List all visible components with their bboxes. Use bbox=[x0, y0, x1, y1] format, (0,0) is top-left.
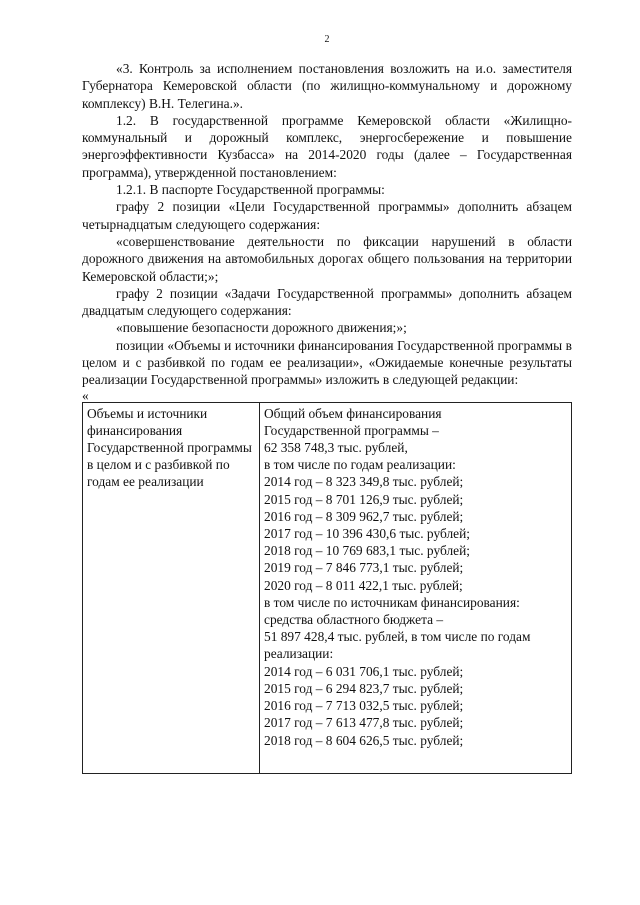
table-line: 2020 год – 8 011 422,1 тыс. рублей; bbox=[264, 577, 463, 593]
paragraph-financing-positions: позиции «Объемы и источники финансирования Государственной программы в целом и с разбивкой по годам ее реализации», «Ожидаемые конечные результаты реализации Государственной программы» изложить в следующей редакции: bbox=[82, 337, 572, 388]
opening-quote-mark: « bbox=[82, 387, 89, 403]
table-line: 2017 год – 7 613 477,8 тыс. рублей; bbox=[264, 715, 464, 731]
paragraph-goals-quote: «совершенствование деятельности по фиксации нарушений в области дорожного движения на автомобильных дорогах общего пользования на территории Кемеровской области;»; bbox=[82, 233, 572, 284]
table-line: в том числе по годам реализации: bbox=[264, 457, 456, 473]
table-line: 2016 год – 7 713 032,5 тыс. рублей; bbox=[264, 698, 464, 714]
document-page bbox=[82, 34, 572, 774]
table-line: в том числе по источникам финансирования: bbox=[264, 594, 520, 610]
table-line: 2017 год – 10 396 430,6 тыс. рублей; bbox=[264, 526, 470, 542]
table-line: 2018 год – 10 769 683,1 тыс. рублей; bbox=[264, 543, 470, 559]
table-line: 51 897 428,4 тыс. рублей, в том числе по годам bbox=[264, 629, 531, 645]
paragraph-tasks-column: графу 2 позиции «Задачи Государственной программы» дополнить абзацем двадцатым следующего содержания: bbox=[82, 285, 572, 319]
table-line: Общий объем финансирования bbox=[264, 405, 442, 421]
paragraph-control-clause: «3. Контроль за исполнением постановления возложить на и.о. заместителя Губернатора Кемеровской области (по жилищно-коммунальному и дорожному комплексу) В.Н. Телегина.». bbox=[82, 61, 572, 111]
financing-table bbox=[82, 402, 572, 774]
table-line: 2014 год – 8 323 349,8 тыс. рублей; bbox=[264, 474, 464, 490]
table-line: 2018 год – 8 604 626,5 тыс. рублей; bbox=[264, 732, 464, 748]
table-line: 2016 год – 8 309 962,7 тыс. рублей; bbox=[264, 508, 464, 524]
paragraph-passport-heading: 1.2.1. В паспорте Государственной программы: bbox=[116, 182, 385, 198]
table-cell-position-name: Объемы и источники финансирования Государственной программы в целом и с разбивкой по годам ее реализации bbox=[83, 402, 260, 773]
paragraph-tasks-quote: «повышение безопасности дорожного движения;»; bbox=[116, 320, 407, 336]
table-line: средства областного бюджета – bbox=[264, 612, 444, 628]
page-number: 2 bbox=[324, 34, 330, 45]
table-line: 2015 год – 6 294 823,7 тыс. рублей; bbox=[264, 680, 464, 696]
table-line: 2019 год – 7 846 773,1 тыс. рублей; bbox=[264, 560, 464, 576]
paragraph-goals-column: графу 2 позиции «Цели Государственной программы» дополнить абзацем четырнадцатым следующего содержания: bbox=[82, 199, 572, 232]
table-line: Государственной программы – bbox=[264, 422, 439, 438]
table-line: 62 358 748,3 тыс. рублей, bbox=[264, 440, 408, 456]
table-line: 2014 год – 6 031 706,1 тыс. рублей; bbox=[264, 663, 464, 679]
table-row bbox=[83, 402, 572, 773]
paragraph-program-amendment: 1.2. В государственной программе Кемеровской области «Жилищно-коммунальный и дорожный комплекс, энергосбережение и повышение энергоэффективности Кузбасса» на 2014-2020 годы (далее – Государственная программа), утвержденной постановлением: bbox=[82, 112, 572, 180]
table-line: 2015 год – 8 701 126,9 тыс. рублей; bbox=[264, 491, 464, 507]
table-line: реализации: bbox=[264, 646, 334, 662]
table-cell-financing-values bbox=[260, 402, 572, 773]
